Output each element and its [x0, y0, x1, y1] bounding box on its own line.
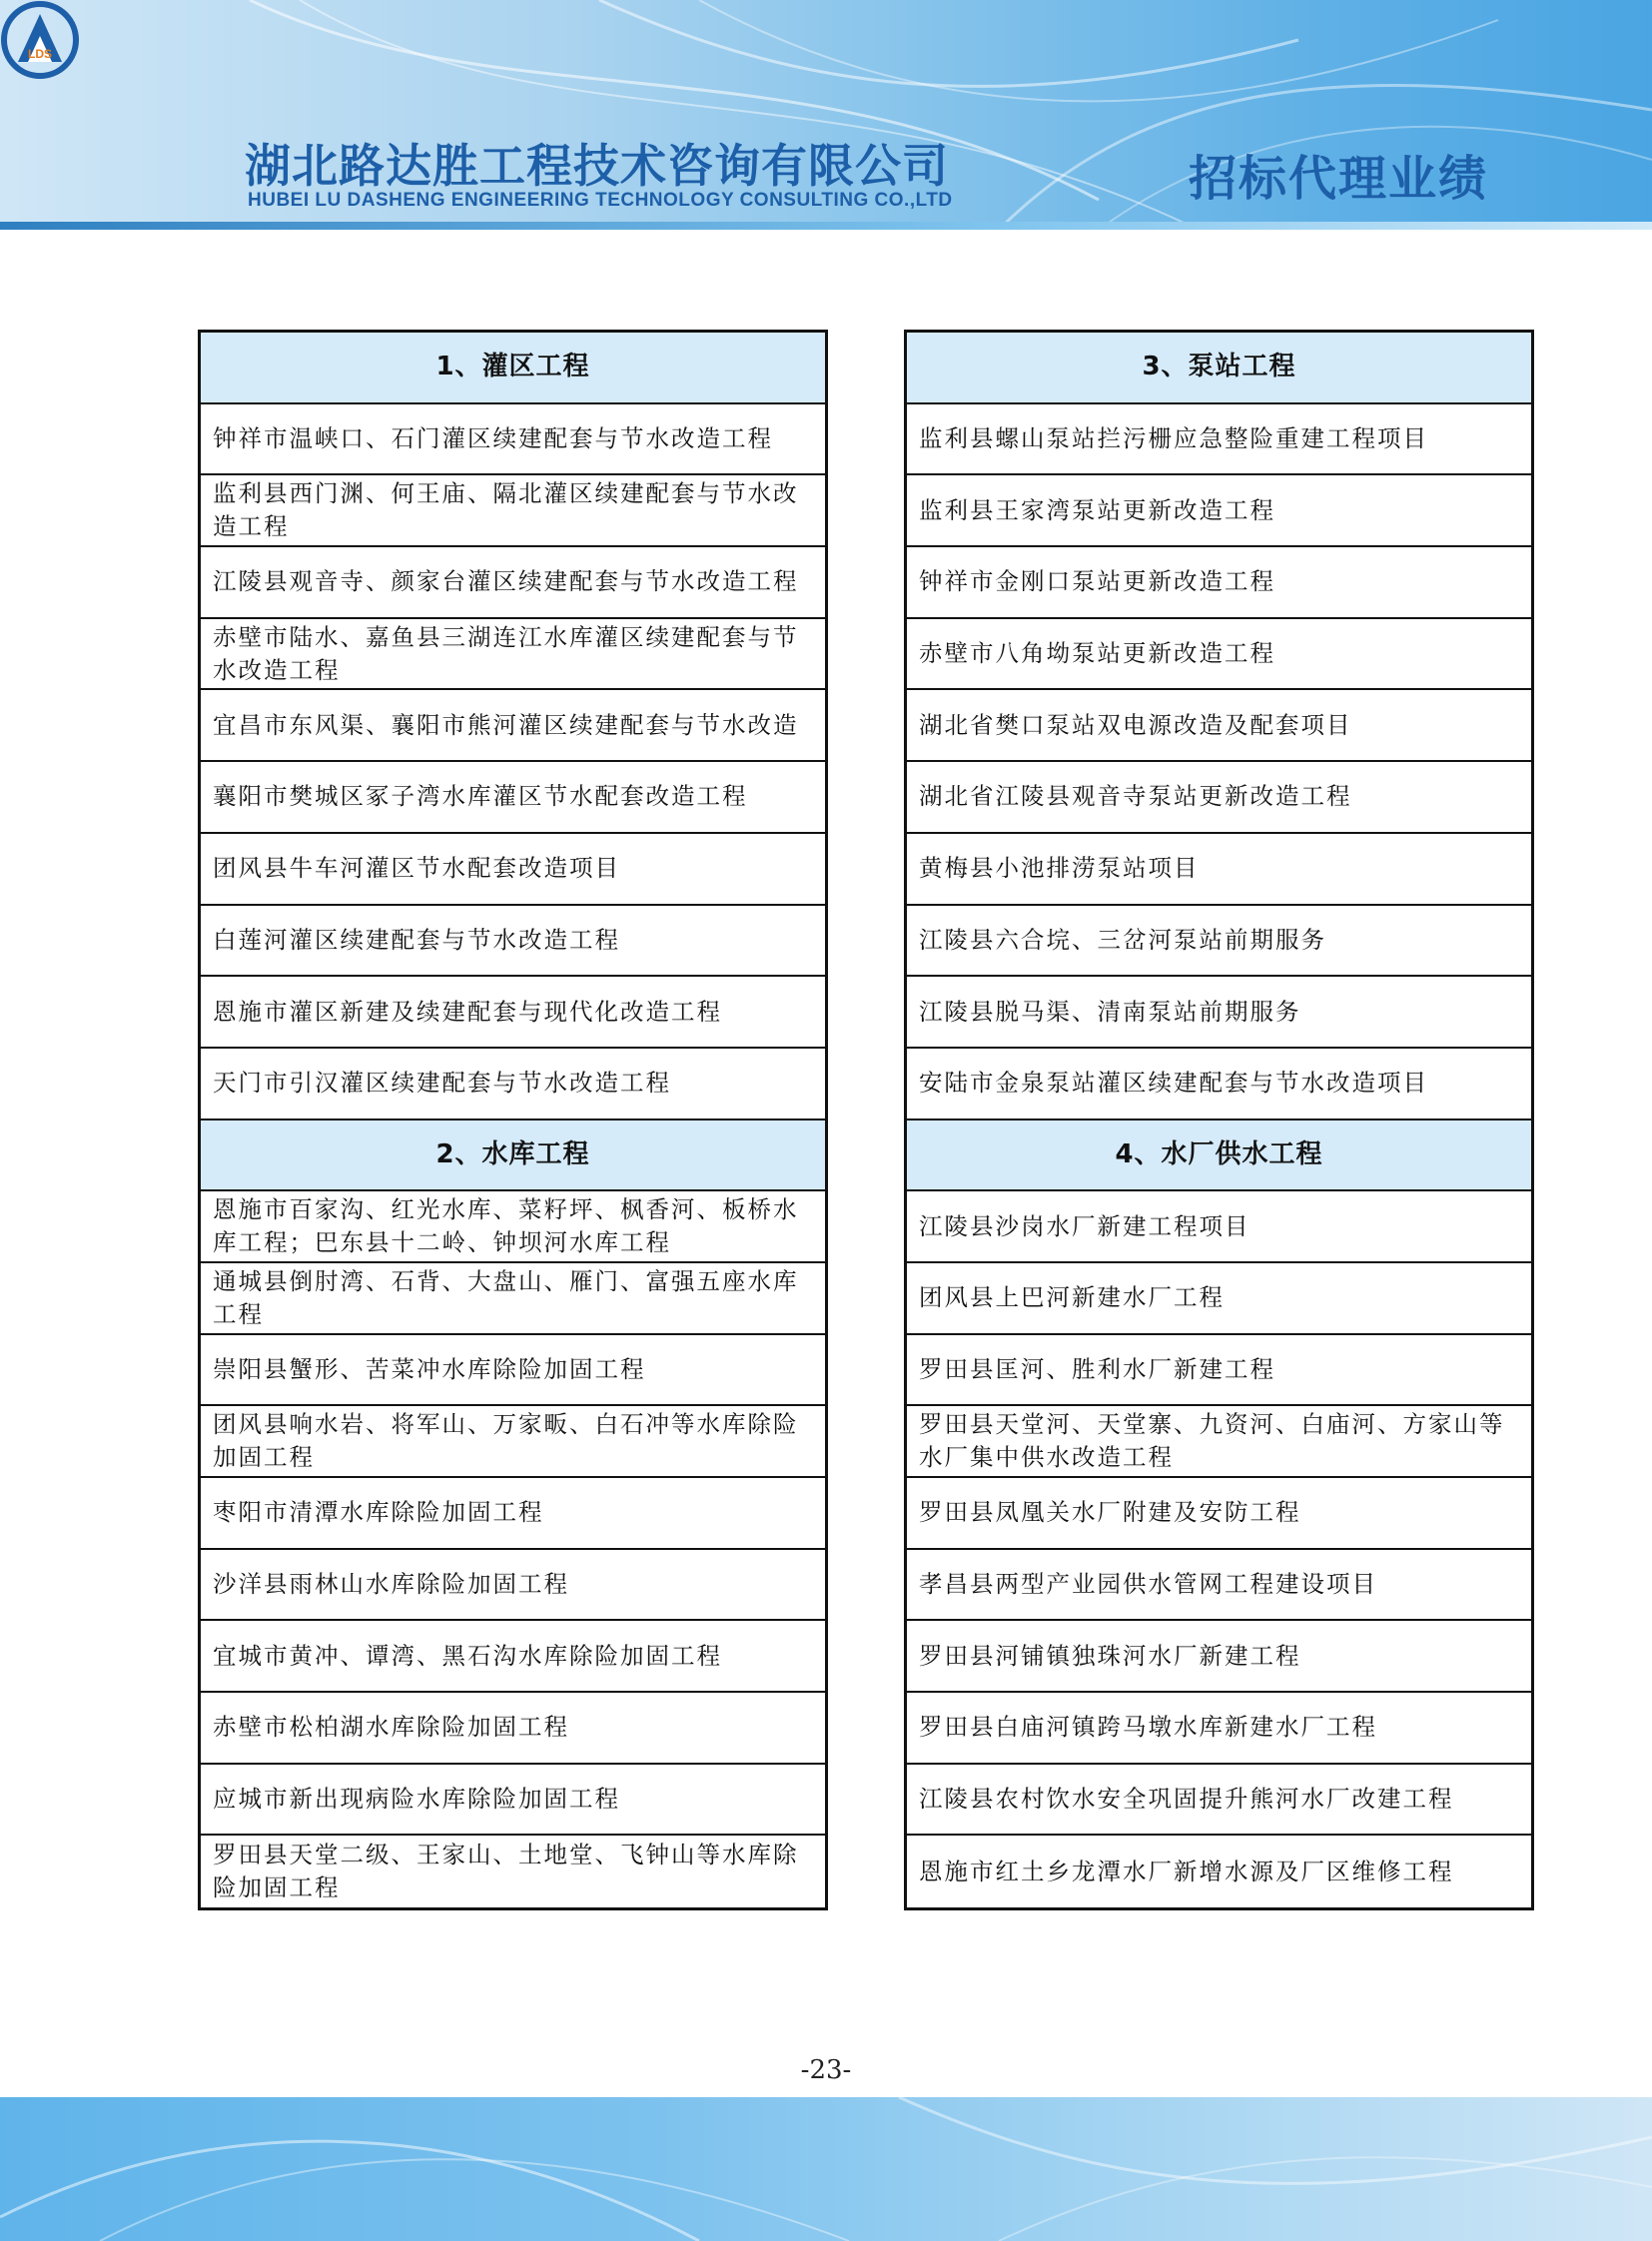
right-table	[904, 330, 1534, 1910]
table-row: 江陵县农村饮水安全巩固提升熊河水厂改建工程	[907, 1765, 1531, 1837]
table-row: 罗田县白庙河镇跨马墩水库新建水厂工程	[907, 1693, 1531, 1765]
table-row: 团风县上巴河新建水厂工程	[907, 1263, 1531, 1335]
company-name-cn: 湖北路达胜工程技术咨询有限公司	[245, 139, 949, 193]
table-row: 湖北省樊口泵站双电源改造及配套项目	[907, 690, 1531, 762]
section-title: 招标代理业绩	[1189, 151, 1489, 207]
footer-banner	[0, 2097, 1652, 2241]
table-row: 江陵县观音寺、颜家台灌区续建配套与节水改造工程	[201, 547, 825, 619]
table-section-header: 2、水库工程	[201, 1120, 825, 1192]
company-name-en: HUBEI LU DASHENG ENGINEERING TECHNOLOGY CONSULTING CO.,LTD	[248, 190, 953, 211]
table-row: 监利县西门渊、何王庙、隔北灌区续建配套与节水改造工程	[201, 475, 825, 547]
table-row: 天门市引汉灌区续建配套与节水改造工程	[201, 1049, 825, 1120]
table-row: 襄阳市樊城区冢子湾水库灌区节水配套改造工程	[201, 762, 825, 834]
table-row: 宜城市黄冲、谭湾、黑石沟水库除险加固工程	[201, 1621, 825, 1693]
table-row: 孝昌县两型产业园供水管网工程建设项目	[907, 1550, 1531, 1622]
table-row: 钟祥市金刚口泵站更新改造工程	[907, 547, 1531, 619]
table-section-header: 4、水厂供水工程	[907, 1120, 1531, 1192]
table-row: 沙洋县雨林山水库除险加固工程	[201, 1550, 825, 1622]
table-row: 宜昌市东风渠、襄阳市熊河灌区续建配套与节水改造	[201, 690, 825, 762]
table-row: 团风县牛车河灌区节水配套改造项目	[201, 834, 825, 906]
table-row: 通城县倒肘湾、石背、大盘山、雁门、富强五座水库工程	[201, 1263, 825, 1335]
table-row: 监利县螺山泵站拦污栅应急整险重建工程项目	[907, 404, 1531, 476]
company-logo-icon	[0, 0, 80, 80]
table-row: 恩施市百家沟、红光水库、菜籽坪、枫香河、板桥水库工程；巴东县十二岭、钟坝河水库工程	[201, 1191, 825, 1263]
table-row: 罗田县天堂河、天堂寨、九资河、白庙河、方家山等水厂集中供水改造工程	[907, 1406, 1531, 1478]
table-row: 枣阳市清潭水库除险加固工程	[201, 1478, 825, 1550]
table-row: 崇阳县蟹形、苦菜冲水库除险加固工程	[201, 1335, 825, 1407]
page-number: -23-	[800, 2055, 852, 2085]
table-row: 罗田县河铺镇独珠河水厂新建工程	[907, 1621, 1531, 1693]
table-row: 赤壁市八角坳泵站更新改造工程	[907, 619, 1531, 691]
table-row: 罗田县天堂二级、王家山、土地堂、飞钟山等水库除险加固工程	[213, 1841, 799, 1902]
logo-lettering: LDS	[28, 47, 52, 61]
header-banner	[0, 0, 1652, 230]
table-row: 恩施市灌区新建及续建配套与现代化改造工程	[201, 977, 825, 1049]
table-row: 安陆市金泉泵站灌区续建配套与节水改造项目	[907, 1049, 1531, 1120]
table-row: 罗田县凤凰关水厂附建及安防工程	[907, 1478, 1531, 1550]
table-row: 恩施市红土乡龙潭水厂新增水源及厂区维修工程	[919, 1857, 1454, 1885]
header-rule	[0, 222, 1652, 230]
table-row: 监利县王家湾泵站更新改造工程	[907, 475, 1531, 547]
table-row: 罗田县匡河、胜利水厂新建工程	[907, 1335, 1531, 1407]
table-section-header: 3、泵站工程	[907, 333, 1531, 404]
table-row: 黄梅县小池排涝泵站项目	[907, 834, 1531, 906]
table-row: 江陵县六合垸、三岔河泵站前期服务	[907, 906, 1531, 978]
table-row: 赤壁市陆水、嘉鱼县三湖连江水库灌区续建配套与节水改造工程	[201, 619, 825, 691]
footer-wave-decoration	[0, 2097, 1652, 2241]
table-row: 江陵县沙岗水厂新建工程项目	[907, 1191, 1531, 1263]
table-row: 湖北省江陵县观音寺泵站更新改造工程	[907, 762, 1531, 834]
table-row: 江陵县脱马渠、清南泵站前期服务	[907, 977, 1531, 1049]
table-section-header: 1、灌区工程	[201, 333, 825, 404]
table-row: 赤壁市松柏湖水库除险加固工程	[201, 1693, 825, 1765]
table-row: 团风县响水岩、将军山、万家畈、白石冲等水库除险加固工程	[201, 1406, 825, 1478]
table-row: 钟祥市温峡口、石门灌区续建配套与节水改造工程	[201, 404, 825, 476]
table-row: 白莲河灌区续建配套与节水改造工程	[201, 906, 825, 978]
left-table	[198, 330, 828, 1910]
table-row: 应城市新出现病险水库除险加固工程	[201, 1765, 825, 1837]
